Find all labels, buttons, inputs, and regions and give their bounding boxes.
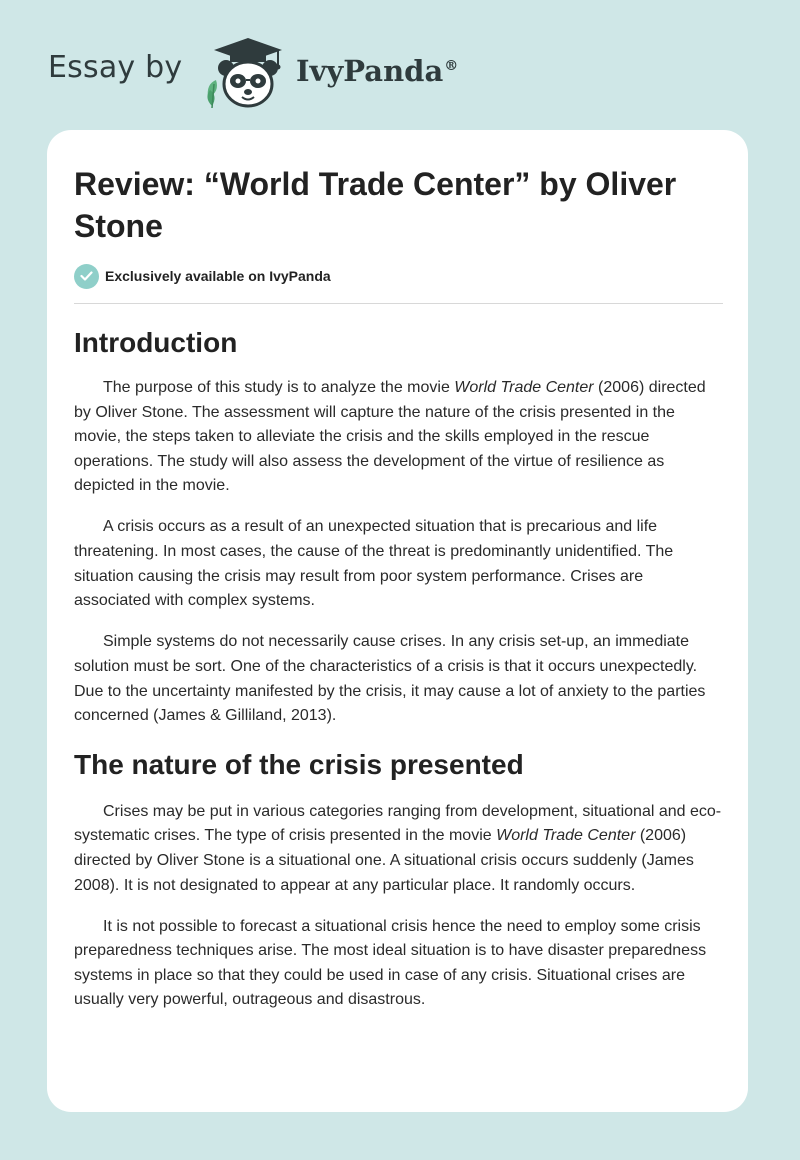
paragraph-text: (2006) directed by Oliver Stone is a situational one. A situational crisis occurs suddenly (James 2008). It is not designated to appear at any particular place. It randomly occurs. [74,827,694,894]
panda-logo-icon[interactable] [200,36,292,110]
paragraph-text: Crises may be put in various categories ranging from development, situational and eco-systematic crises. The type of crisis presented in the movie [74,802,722,845]
exclusive-label: Exclusively available on IvyPanda [105,268,331,284]
registered-mark: ® [444,58,459,75]
paragraph [74,376,724,499]
paragraph: It is not possible to forecast a situational crisis hence the need to employ some crisis preparedness techniques arise. The most ideal situation is to have disaster preparedness systems in place so that they could be used in case of any crisis. Situational crises are usually very powerful, outrageous and disastrous. [74,917,707,1009]
essay-title: Review: “World Trade Center” by Oliver Stone [74,166,677,244]
paragraph-text: The purpose of this study is to analyze the movie [103,379,455,396]
movie-title-italic: World Trade Center [454,379,594,396]
essay-card [47,130,748,1112]
section-heading-nature-of-crisis: The nature of the crisis presented [74,748,524,780]
essay-body [74,326,724,1029]
brand-prefix: Essay by [48,50,183,85]
paragraph: A crisis occurs as a result of an unexpected situation that is precarious and life threatening. In most cases, the cause of the threat is predominantly unidentified. The situation causing the crisis may result from poor system performance. Crises are associated with complex systems. [74,518,674,610]
exclusive-badge [74,263,331,289]
brand-name-text: IvyPanda [296,54,444,88]
brand-name[interactable] [296,54,458,88]
check-icon [74,264,99,289]
site-header [0,0,800,130]
paragraph: Simple systems do not necessarily cause crises. In any crisis set-up, an immediate solution must be sort. One of the characteristics of a crisis is that it occurs unexpectedly. Due to the uncertainty manifested by the crisis, it may cause a lot of anxiety to the parties concerned (James & Gilliland, 2013). [74,633,706,725]
title-divider [74,303,723,304]
movie-title-italic: World Trade Center [496,827,636,845]
paragraph-text: (2006) directed by Oliver Stone. The assessment will capture the nature of the crisis presented in the movie, the steps taken to alleviate the crisis and the skills employed in the rescue operations. The study will also assess the development of the virtue of resilience as depicted in the movie. [74,379,706,495]
paragraph [74,800,724,898]
section-heading-introduction: Introduction [74,327,238,358]
